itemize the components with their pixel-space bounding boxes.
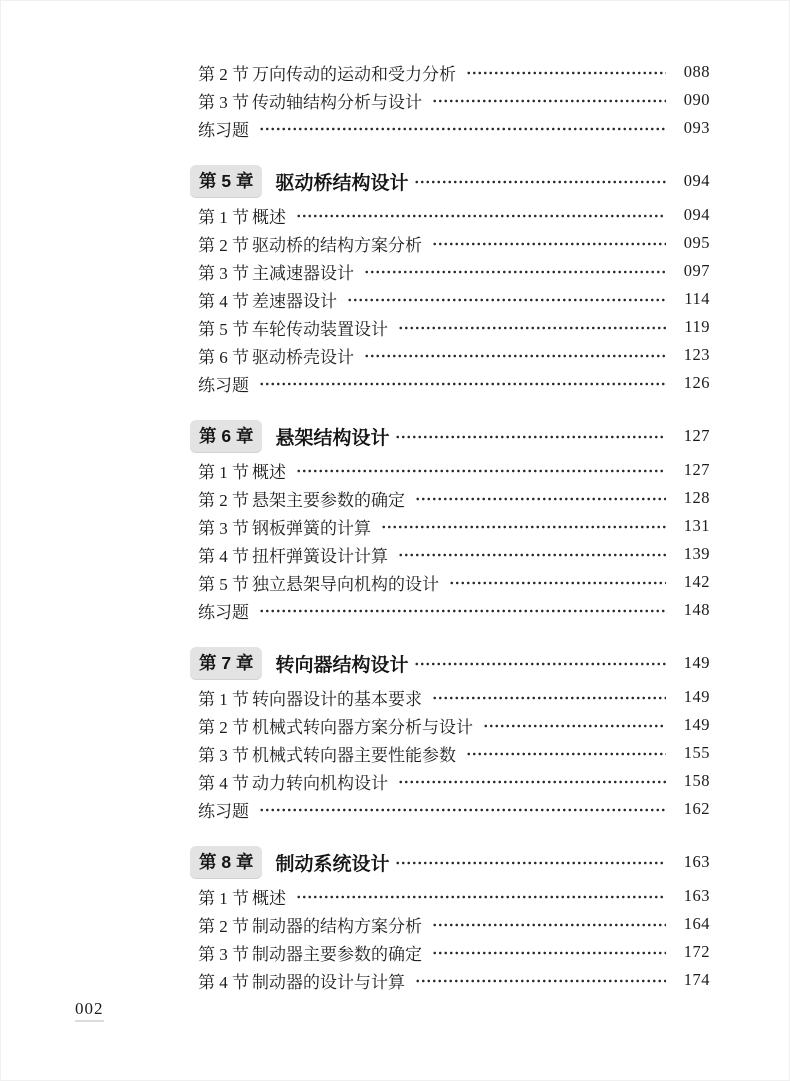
toc-chapter-row	[190, 844, 710, 880]
toc-entry-title: 驱动桥壳设计	[252, 347, 354, 367]
toc-entry-title: 机械式转向器主要性能参数	[252, 745, 456, 765]
toc-row	[190, 86, 710, 114]
toc-row	[190, 313, 710, 341]
toc-entry-title: 驱动桥结构设计	[275, 172, 409, 194]
toc-entry-page-number: 163	[683, 886, 710, 905]
toc-row	[190, 229, 710, 257]
toc-entry-title: 概述	[252, 462, 286, 482]
toc-entry-page-number: 127	[683, 426, 710, 445]
toc-entry-page-number: 164	[683, 914, 710, 933]
toc-entry-page-number: 127	[683, 460, 710, 479]
toc-entry-title: 练习题	[198, 120, 249, 140]
toc-entry-label: 第 4 节	[198, 291, 249, 311]
dot-leader	[364, 352, 666, 360]
toc-chapter-row	[190, 418, 710, 454]
toc-entry-page-number: 149	[683, 715, 710, 734]
toc-entry-page-number: 090	[683, 90, 710, 109]
dot-leader	[432, 921, 666, 929]
toc-entry-title: 悬架结构设计	[275, 427, 390, 449]
table-of-contents	[190, 58, 710, 994]
dot-leader	[432, 97, 666, 105]
dot-leader	[449, 579, 666, 587]
toc-row	[190, 285, 710, 313]
toc-entry-title: 钢板弹簧的计算	[252, 518, 371, 538]
toc-row	[190, 767, 710, 795]
toc-entry-label: 第 6 章	[190, 420, 262, 452]
toc-entry-title: 转向器设计的基本要求	[252, 689, 422, 709]
toc-entry-title: 制动器主要参数的确定	[252, 944, 422, 964]
toc-entry-title: 制动器的结构方案分析	[252, 916, 422, 936]
toc-entry-title: 万向传动的运动和受力分析	[252, 64, 456, 84]
toc-entry-page-number: 119	[684, 317, 710, 336]
toc-entry-page-number: 172	[683, 942, 710, 961]
toc-row	[190, 596, 710, 624]
toc-row	[190, 795, 710, 823]
dot-leader	[296, 467, 666, 475]
dot-leader	[259, 806, 666, 814]
toc-entry-title: 制动器的设计与计算	[252, 972, 405, 992]
dot-leader	[398, 551, 666, 559]
toc-entry-page-number: 123	[683, 345, 710, 364]
toc-row	[190, 484, 710, 512]
toc-entry-label: 第 3 节	[198, 263, 249, 283]
toc-entry-page-number: 162	[683, 799, 710, 818]
toc-entry-title: 悬架主要参数的确定	[252, 490, 405, 510]
toc-entry-label: 第 3 节	[198, 92, 249, 112]
toc-entry-page-number: 088	[683, 62, 710, 81]
dot-leader	[432, 694, 666, 702]
toc-row	[190, 739, 710, 767]
toc-entry-title: 主减速器设计	[252, 263, 354, 283]
dot-leader	[398, 324, 666, 332]
toc-entry-label: 第 8 章	[190, 846, 262, 878]
toc-entry-label: 第 3 节	[198, 745, 249, 765]
dot-leader	[347, 296, 666, 304]
toc-entry-page-number: 097	[683, 261, 710, 280]
toc-entry-title: 差速器设计	[252, 291, 337, 311]
toc-entry-page-number: 149	[683, 653, 710, 672]
toc-entry-title: 扭杆弹簧设计计算	[252, 546, 388, 566]
dot-leader	[415, 977, 666, 985]
toc-entry-title: 概述	[252, 207, 286, 227]
toc-row	[190, 938, 710, 966]
toc-entry-title: 传动轴结构分析与设计	[252, 92, 422, 112]
toc-entry-title: 驱动桥的结构方案分析	[252, 235, 422, 255]
toc-entry-title: 制动系统设计	[275, 853, 390, 875]
toc-entry-page-number: 126	[683, 373, 710, 392]
dot-leader	[259, 380, 666, 388]
toc-row	[190, 114, 710, 142]
toc-entry-label: 第 2 节	[198, 490, 249, 510]
toc-entry-title: 练习题	[198, 602, 249, 622]
dot-leader	[415, 495, 666, 503]
toc-row	[190, 58, 710, 86]
toc-row	[190, 456, 710, 484]
dot-leader	[296, 212, 666, 220]
dot-leader	[432, 240, 666, 248]
toc-entry-label: 第 2 节	[198, 235, 249, 255]
toc-entry-page-number: 095	[683, 233, 710, 252]
dot-leader	[483, 722, 666, 730]
toc-entry-title: 车轮传动装置设计	[252, 319, 388, 339]
toc-entry-label: 第 1 节	[198, 462, 249, 482]
dot-leader	[414, 178, 666, 186]
dot-leader	[466, 69, 666, 77]
toc-entry-label: 第 5 节	[198, 574, 249, 594]
toc-chapter-row	[190, 645, 710, 681]
toc-entry-page-number: 114	[684, 289, 710, 308]
toc-entry-label: 第 4 节	[198, 546, 249, 566]
toc-entry-title: 机械式转向器方案分析与设计	[252, 717, 473, 737]
toc-row	[190, 201, 710, 229]
toc-entry-label: 第 2 节	[198, 916, 249, 936]
toc-row	[190, 568, 710, 596]
dot-leader	[432, 949, 666, 957]
toc-row	[190, 882, 710, 910]
toc-entry-label: 第 1 节	[198, 207, 249, 227]
toc-row	[190, 966, 710, 994]
toc-row	[190, 257, 710, 285]
toc-entry-page-number: 142	[683, 572, 710, 591]
dot-leader	[381, 523, 666, 531]
toc-entry-label: 第 3 节	[198, 944, 249, 964]
toc-entry-label: 第 4 节	[198, 972, 249, 992]
toc-row	[190, 910, 710, 938]
toc-row	[190, 512, 710, 540]
dot-leader	[259, 607, 666, 615]
toc-entry-label: 第 3 节	[198, 518, 249, 538]
toc-row	[190, 540, 710, 568]
dot-leader	[395, 433, 666, 441]
toc-entry-label: 第 2 节	[198, 64, 249, 84]
toc-row	[190, 683, 710, 711]
dot-leader	[364, 268, 666, 276]
toc-entry-label: 第 6 节	[198, 347, 249, 367]
toc-row	[190, 369, 710, 397]
toc-entry-page-number: 131	[683, 516, 710, 535]
toc-entry-page-number: 163	[683, 852, 710, 871]
dot-leader	[466, 750, 666, 758]
toc-row	[190, 711, 710, 739]
toc-entry-label: 第 2 节	[198, 717, 249, 737]
toc-entry-page-number: 174	[683, 970, 710, 989]
toc-entry-page-number: 128	[683, 488, 710, 507]
toc-entry-label: 第 4 节	[198, 773, 249, 793]
toc-entry-page-number: 094	[683, 205, 710, 224]
toc-entry-page-number: 149	[683, 687, 710, 706]
dot-leader	[296, 893, 666, 901]
toc-entry-title: 转向器结构设计	[275, 654, 409, 676]
toc-entry-page-number: 148	[683, 600, 710, 619]
toc-entry-page-number: 093	[683, 118, 710, 137]
toc-row	[190, 341, 710, 369]
toc-entry-page-number: 094	[683, 171, 710, 190]
toc-entry-label: 第 1 节	[198, 689, 249, 709]
footer-page-number: 002	[75, 999, 104, 1022]
toc-entry-page-number: 155	[683, 743, 710, 762]
dot-leader	[259, 125, 666, 133]
toc-entry-label: 第 5 章	[190, 165, 262, 197]
dot-leader	[395, 859, 666, 867]
toc-chapter-row	[190, 163, 710, 199]
toc-entry-title: 练习题	[198, 375, 249, 395]
toc-entry-label: 第 1 节	[198, 888, 249, 908]
toc-entry-title: 概述	[252, 888, 286, 908]
toc-entry-title: 动力转向机构设计	[252, 773, 388, 793]
toc-entry-label: 第 5 节	[198, 319, 249, 339]
toc-entry-title: 独立悬架导向机构的设计	[252, 574, 439, 594]
toc-entry-title: 练习题	[198, 801, 249, 821]
dot-leader	[398, 778, 666, 786]
dot-leader	[414, 660, 666, 668]
toc-entry-label: 第 7 章	[190, 647, 262, 679]
toc-entry-page-number: 139	[683, 544, 710, 563]
toc-entry-page-number: 158	[683, 771, 710, 790]
